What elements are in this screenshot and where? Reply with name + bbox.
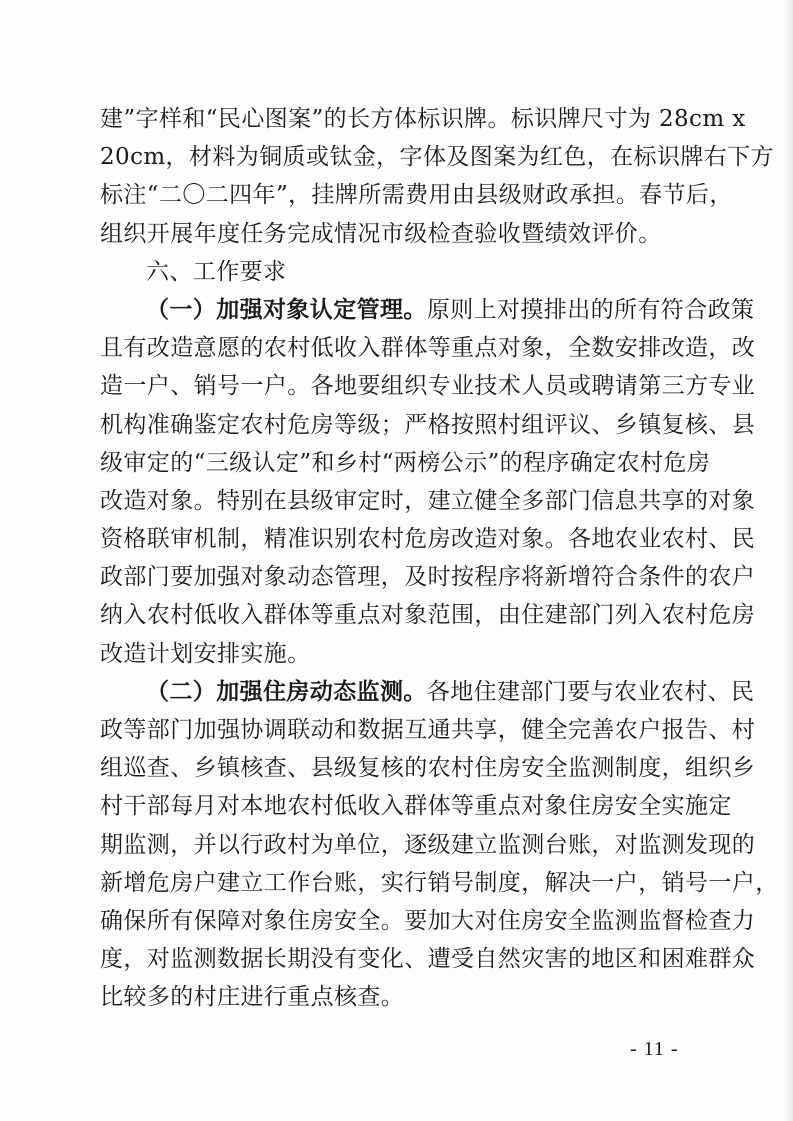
paragraph-signage-continued (100, 100, 774, 253)
text-line: 纳入农村低收入群体等重点对象范围，由住建部门列入农村危房 (100, 602, 756, 629)
text-line: 标注“二〇二四年”，挂牌所需费用由县级财政承担。春节后， (100, 182, 733, 209)
text-line: 度，对监测数据长期没有变化、遭受自然灾害的地区和困难群众 (100, 946, 756, 973)
item-1-first-line (100, 291, 755, 329)
document-body (100, 100, 779, 1017)
text-line: 确保所有保障对象住房安全。要加大对住房安全监测监督检查力 (100, 907, 756, 934)
item-1-first-line-text: 原则上对摸排出的所有符合政策 (426, 296, 755, 323)
item-2-first-line (100, 673, 755, 711)
page-number: - 11 - (630, 1038, 679, 1060)
item-2-title: （二）加强住房动态监测。 (146, 678, 427, 705)
text-line: 且有改造意愿的农村低收入群体等重点对象，全数安排改造，改 (100, 335, 756, 362)
text-line: 新增危房户建立工作台账，实行销号制度，解决一户，销号一户， (100, 869, 779, 896)
text-line: 造一户、销号一户。各地要组织专业技术人员或聘请第三方专业 (100, 373, 756, 400)
text-line: 政部门要加强对象动态管理，及时按程序将新增符合条件的农户 (100, 564, 756, 591)
text-line: 村干部每月对本地农村低收入群体等重点对象住房安全实施定 (100, 793, 732, 820)
text-line: 组织开展年度任务完成情况市级检查验收暨绩效评价。 (100, 220, 662, 247)
text-line: 政等部门加强协调联动和数据互通共享，健全完善农户报告、村 (100, 717, 756, 743)
text-line: 建”字样和“民心图案”的长方体标识牌。标识牌尺寸为 28cm x (100, 106, 746, 132)
text-line: 20cm，材料为铜质或钛金，字体及图案为红色，在标识牌右下方 (100, 144, 774, 171)
paragraph-item-1 (100, 291, 756, 673)
text-line: 机构准确鉴定农村危房等级；严格按照村组评议、乡镇复核、县 (100, 411, 756, 438)
text-line: 改造对象。特别在县级审定时，建立健全多部门信息共享的对象 (100, 487, 756, 514)
text-line: 期监测，并以行政村为单位，逐级建立监测台账，对监测发现的 (100, 831, 756, 858)
text-line: 资格联审机制，精准识别农村危房改造对象。各地农业农村、民 (100, 526, 756, 553)
text-line: 改造计划安排实施。 (100, 640, 311, 667)
paragraph-item-2 (100, 673, 779, 1017)
section-heading: 六、工作要求 (146, 258, 287, 285)
text-line: 比较多的村庄进行重点核查。 (100, 984, 405, 1011)
page-edge-shadow (783, 0, 793, 1121)
item-1-title: （一）加强对象认定管理。 (146, 296, 427, 323)
text-line: 级审定的“三级认定”和乡村“两榜公示”的程序确定农村危房 (100, 449, 711, 476)
item-2-first-line-text: 各地住建部门要与农业农村、民 (426, 678, 755, 705)
text-line: 组巡查、乡镇核查、县级复核的农村住房安全监测制度，组织乡 (100, 755, 756, 782)
